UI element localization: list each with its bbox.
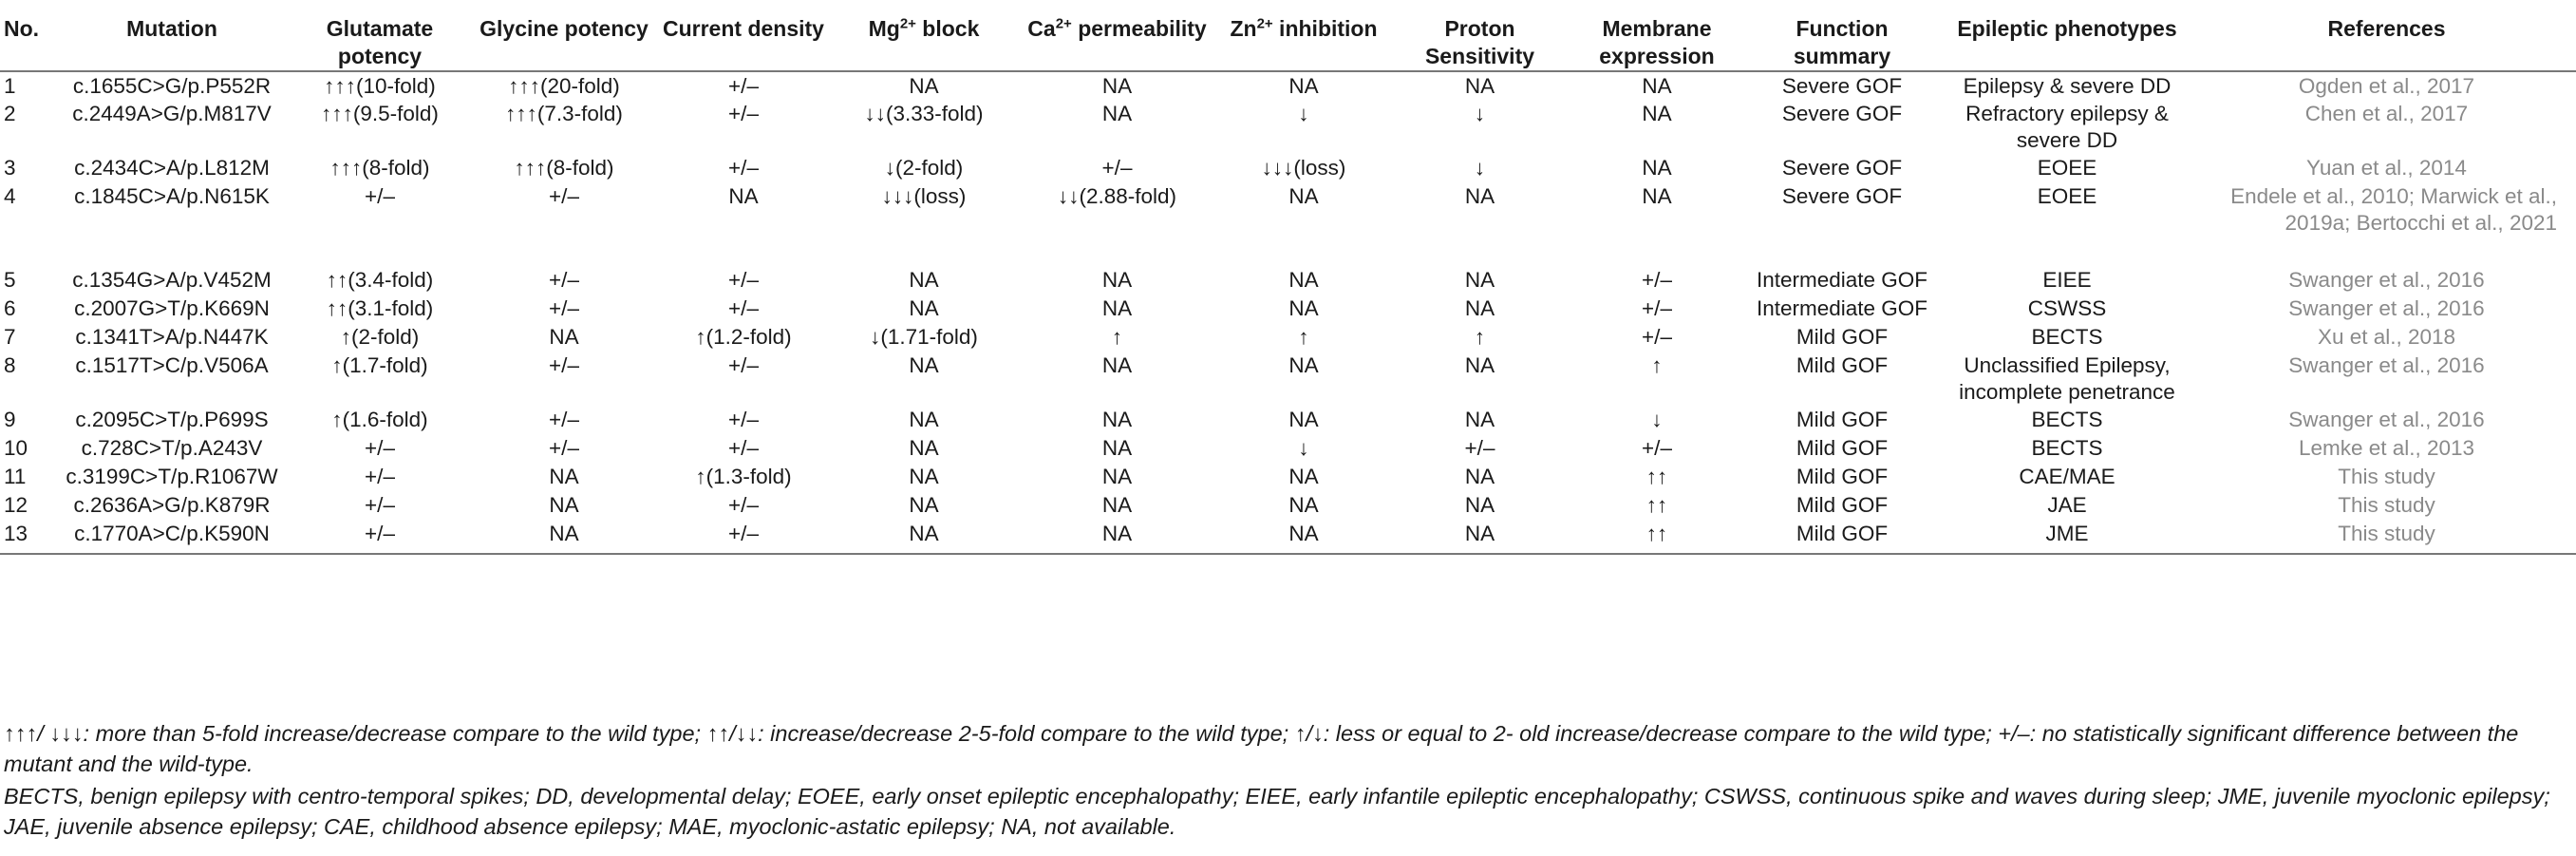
table-cell: Mild GOF: [1796, 465, 1889, 488]
table-cell: ↑(1.2-fold): [695, 325, 792, 349]
table-cell: Mild GOF: [1796, 493, 1889, 517]
table-cell: +/–: [728, 353, 759, 377]
table-row: [0, 323, 2576, 352]
column-header-epileptic-phenotypes: Epileptic phenotypes: [1937, 0, 2197, 71]
table-cell: NA: [1464, 493, 1495, 517]
table-cell: Yuan et al., 2014: [2306, 156, 2467, 180]
table-cell: ↑(1.6-fold): [331, 408, 428, 431]
table-cell: 13: [0, 520, 53, 554]
table-cell: NA: [1464, 353, 1495, 377]
table-cell: This study: [2197, 520, 2576, 554]
table-cell: Mild GOF: [1796, 353, 1889, 377]
table-cell: NA: [1288, 296, 1319, 320]
table-cell: ↓: [1298, 102, 1309, 125]
table-cell: NA: [909, 408, 939, 431]
column-header-zn-inhibition: $Zn^{2+}$ inhibition: [1214, 0, 1393, 71]
table-cell: +/–: [728, 102, 759, 125]
table-cell: c.2449A>G/p.M817V: [72, 102, 272, 125]
table-cell: Mild GOF: [1747, 520, 1937, 554]
table-cell: NA: [1464, 184, 1495, 208]
table-cell: c.2007G>T/p.K669N: [74, 296, 270, 320]
table-row: [0, 100, 2576, 154]
table-cell: Refractory epilepsy & severe DD: [1965, 102, 2169, 152]
table-cell: NA: [828, 520, 1020, 554]
table-cell: ↑↑: [1645, 465, 1668, 488]
table-cell: 1: [4, 74, 16, 98]
table-cell: BECTS: [2031, 408, 2103, 431]
table-cell: +/–: [1642, 325, 1672, 349]
table-cell: Mild GOF: [1796, 436, 1889, 460]
table-cell: NA: [1464, 408, 1495, 431]
table-cell: NA: [549, 465, 579, 488]
table-cell: ↑: [1111, 325, 1123, 349]
table-cell: NA: [1288, 353, 1319, 377]
table-cell: ↓: [1474, 156, 1486, 180]
table-cell: ↓(2-fold): [884, 156, 964, 180]
table-cell: Mild GOF: [1796, 325, 1889, 349]
table-cell: Severe GOF: [1781, 74, 1903, 98]
table-cell: NA: [1393, 520, 1567, 554]
table-cell: NA: [1464, 296, 1495, 320]
column-header-glutamate-potency: Glutamate potency: [291, 0, 469, 71]
table-row: [0, 352, 2576, 406]
table-cell: NA: [909, 465, 939, 488]
table-cell: NA: [1288, 465, 1319, 488]
table-cell: +/–: [365, 436, 395, 460]
table-cell: +/–: [365, 184, 395, 208]
table-row: [0, 154, 2576, 182]
table-cell: ↓↓↓(loss): [881, 184, 967, 208]
table-cell: CSWSS: [2027, 296, 2107, 320]
table-cell: +/–: [365, 465, 395, 488]
table-cell: 6: [4, 296, 16, 320]
table-cell: This study: [2338, 493, 2435, 517]
table-body: [0, 71, 2576, 554]
table-cell: This study: [2338, 465, 2435, 488]
table-cell: NA: [1020, 520, 1214, 554]
table-cell: +/–: [549, 353, 579, 377]
table-cell: +/–: [1642, 436, 1672, 460]
column-header-current-density: Current density: [659, 0, 828, 71]
table-cell: CAE/MAE: [2019, 465, 2115, 488]
table-cell: ↑(2-fold): [340, 325, 420, 349]
table-cell: ↑↑↑(20-fold): [508, 74, 620, 98]
table-cell: NA: [1214, 520, 1393, 554]
table-cell: Epilepsy & severe DD: [1963, 74, 2172, 98]
table-cell: Chen et al., 2017: [2304, 102, 2469, 125]
table-cell: c.1341T>A/p.N447K: [75, 325, 269, 349]
table-cell: 7: [4, 325, 16, 349]
table-cell: Unclassified Epilepsy, incomplete penetrance: [1959, 353, 2175, 404]
table-cell: +/–: [549, 268, 579, 292]
table-cell: ↑: [1298, 325, 1309, 349]
table-cell: ↑(1.7-fold): [331, 353, 428, 377]
table-cell: +/–: [659, 520, 828, 554]
table-cell: +/–: [728, 493, 759, 517]
table-cell: +/–: [365, 493, 395, 517]
table-cell: NA: [1288, 184, 1319, 208]
table-cell: 8: [4, 353, 16, 377]
table-cell: NA: [549, 325, 579, 349]
table-cell: EOEE: [2037, 156, 2097, 180]
table-cell: NA: [1288, 493, 1319, 517]
table-cell: NA: [1101, 436, 1133, 460]
table-cell: c.2434C>A/p.L812M: [74, 156, 270, 180]
table-cell: ↑↑: [1567, 520, 1747, 554]
table-cell: ↑↑↑(10-fold): [324, 74, 436, 98]
column-header-function-summary: Function summary: [1747, 0, 1937, 71]
table-cell: NA: [1101, 353, 1133, 377]
table-cell: Intermediate GOF: [1756, 268, 1928, 292]
table-cell: ↑↑↑(8-fold): [329, 156, 430, 180]
table-row: [0, 182, 2576, 266]
table-cell: ↓: [1651, 408, 1663, 431]
table-row: [0, 520, 2576, 554]
table-cell: 12: [4, 493, 28, 517]
table-cell: NA: [1101, 102, 1133, 125]
table-cell: +/–: [728, 156, 759, 180]
table-row: [0, 266, 2576, 295]
table-cell: +/–: [728, 268, 759, 292]
table-row: [0, 71, 2576, 100]
table-cell: EOEE: [2037, 184, 2097, 208]
table-cell: Swanger et al., 2016: [2288, 408, 2485, 431]
table-cell: ↑↑(3.4-fold): [326, 268, 434, 292]
table-cell: c.728C>T/p.A243V: [81, 436, 263, 460]
table-cell: NA: [909, 493, 939, 517]
table-cell: JME: [1937, 520, 2197, 554]
table-header: [0, 0, 2576, 71]
table-cell: ↓: [1298, 436, 1309, 460]
table-cell: +/–: [549, 408, 579, 431]
table-cell: Xu et al., 2018: [2317, 325, 2456, 349]
table-cell: +/–: [1464, 436, 1495, 460]
table-cell: NA: [1642, 184, 1672, 208]
table-row: [0, 491, 2576, 520]
column-header-mg-block: $Mg^{2+}$ block: [828, 0, 1020, 71]
table-cell: Swanger et al., 2016: [2288, 296, 2485, 320]
table-cell: Severe GOF: [1781, 156, 1903, 180]
column-header-no: No.: [0, 0, 53, 71]
table-cell: c.1845C>A/p.N615K: [74, 184, 270, 208]
table-cell: NA: [909, 268, 939, 292]
table-cell: ↑(1.3-fold): [695, 465, 792, 488]
table-cell: ↓↓(3.33-fold): [864, 102, 984, 125]
table-cell: ↑↑: [1645, 493, 1668, 517]
table-cell: ↓↓↓(loss): [1261, 156, 1346, 180]
table-cell: NA: [1101, 465, 1133, 488]
table-cell: +/–: [1101, 156, 1133, 180]
table-cell: c.2636A>G/p.K879R: [73, 493, 271, 517]
table-cell: NA: [1288, 268, 1319, 292]
table-cell: NA: [1642, 102, 1672, 125]
table-cell: NA: [909, 436, 939, 460]
table-cell: NA: [1101, 74, 1133, 98]
table-cell: c.1354G>A/p.V452M: [72, 268, 272, 292]
table-cell: Mild GOF: [1796, 408, 1889, 431]
table-cell: +/–: [1642, 268, 1672, 292]
table-cell: ↑↑↑(9.5-fold): [321, 102, 439, 125]
table-cell: ↑↑↑(8-fold): [514, 156, 614, 180]
column-header-proton-sensitivity: Proton Sensitivity: [1393, 0, 1567, 71]
table-cell: NA: [469, 520, 659, 554]
table-cell: +/–: [549, 184, 579, 208]
legend-footnote: ↑↑↑/ ↓↓↓: more than 5-fold increase/decrease compare to the wild type; ↑↑/↓↓: increase/decrease 2-5-fold compare to the wild type; ↑/↓: less or equal to 2- old increase/decrease compare to the wild type; +/–: no statistically significant difference between the mutant and the wild-type.: [4, 721, 2519, 776]
table-cell: NA: [1464, 465, 1495, 488]
table-row: [0, 406, 2576, 434]
table-cell: JAE: [2047, 493, 2087, 517]
table-cell: NA: [1464, 74, 1495, 98]
table-cell: NA: [1642, 74, 1672, 98]
table-cell: +/–: [728, 296, 759, 320]
table-cell: NA: [909, 296, 939, 320]
table-cell: +/–: [728, 74, 759, 98]
table-cell: 4: [4, 184, 16, 208]
table-cell: Severe GOF: [1781, 184, 1903, 208]
table-cell: NA: [1464, 268, 1495, 292]
table-cell: NA: [1642, 156, 1672, 180]
table-cell: ↑: [1474, 325, 1486, 349]
table-cell: c.2095C>T/p.P699S: [75, 408, 269, 431]
table-cell: 9: [4, 408, 16, 431]
table-row: [0, 463, 2576, 491]
table-cell: NA: [549, 493, 579, 517]
table-cell: c.1655C>G/p.P552R: [72, 74, 272, 98]
table-cell: Swanger et al., 2016: [2288, 268, 2485, 292]
table-cell: +/–: [549, 436, 579, 460]
table-cell: c.3199C>T/p.R1067W: [66, 465, 278, 488]
table-cell: Intermediate GOF: [1756, 296, 1928, 320]
table-cell: NA: [1288, 408, 1319, 431]
table-cell: ↑↑↑(7.3-fold): [505, 102, 623, 125]
abbreviations-footnote: BECTS, benign epilepsy with centro-temporal spikes; DD, developmental delay; EOEE, early onset epileptic encephalopathy; EIEE, early infantile epileptic encephalopathy; CSWSS, continuous spike and waves during sleep; JME, juvenile myoclonic epilepsy; JAE, juvenile absence epilepsy; CAE, childhood absence epilepsy; MAE, myoclonic-astatic epilepsy; NA, not available.: [4, 784, 2550, 839]
header-row: [0, 0, 2576, 71]
table-cell: c.1770A>C/p.K590N: [53, 520, 291, 554]
table-cell: BECTS: [2031, 325, 2103, 349]
table-cell: Ogden et al., 2017: [2298, 74, 2475, 98]
table-cell: 5: [4, 268, 16, 292]
table-cell: BECTS: [2031, 436, 2103, 460]
table-cell: ↓(1.71-fold): [870, 325, 978, 349]
table-cell: +/–: [549, 296, 579, 320]
table-cell: c.1517T>C/p.V506A: [75, 353, 269, 377]
table-cell: 11: [4, 465, 27, 488]
table-cell: +/–: [728, 408, 759, 431]
table-cell: Endele et al., 2010; Marwick et al., 2019a; Bertocchi et al., 2021: [2230, 184, 2557, 235]
column-header-glycine-potency: Glycine potency: [469, 0, 659, 71]
table-cell: EIEE: [2042, 268, 2092, 292]
table-cell: 10: [4, 436, 28, 460]
table-cell: +/–: [1642, 296, 1672, 320]
table-cell: ↑↑(3.1-fold): [326, 296, 434, 320]
table-cell: Swanger et al., 2016: [2288, 353, 2485, 377]
table-cell: ↑: [1651, 353, 1663, 377]
table-cell: NA: [1101, 408, 1133, 431]
column-header-mutation: Mutation: [53, 0, 291, 71]
table-cell: +/–: [291, 520, 469, 554]
column-header-references: References: [2197, 0, 2576, 71]
table-row: [0, 434, 2576, 463]
table-cell: NA: [1101, 268, 1133, 292]
table-cell: NA: [1101, 296, 1133, 320]
table-cell: NA: [909, 353, 939, 377]
table-cell: +/–: [728, 436, 759, 460]
column-header-ca-permeability: $Ca^{2+}$ permeability: [1020, 0, 1214, 71]
table-cell: NA: [728, 184, 759, 208]
table-cell: ↓↓(2.88-fold): [1057, 184, 1177, 208]
column-header-membrane-expression: Membrane expression: [1567, 0, 1747, 71]
table-cell: NA: [909, 74, 939, 98]
table-cell: 2: [4, 102, 16, 125]
table-cell: NA: [1101, 493, 1133, 517]
table-row: [0, 295, 2576, 323]
table-cell: Lemke et al., 2013: [2298, 436, 2475, 460]
table-cell: Severe GOF: [1781, 102, 1903, 125]
table-cell: 3: [4, 156, 16, 180]
table-cell: ↓: [1474, 102, 1486, 125]
table-cell: NA: [1288, 74, 1319, 98]
